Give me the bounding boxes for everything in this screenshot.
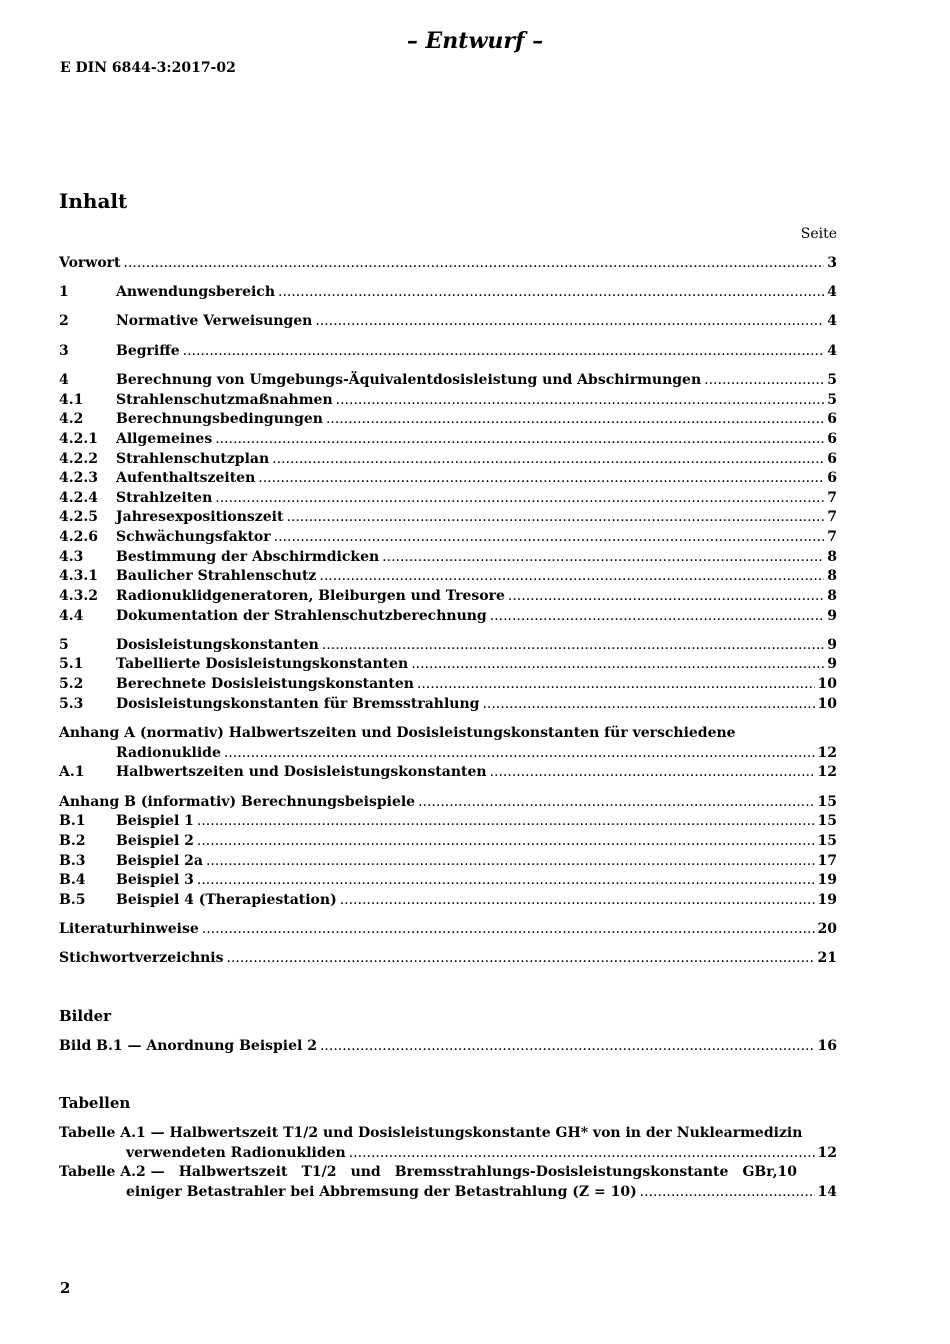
toc-entry-title: Anhang B (informativ) Berechnungsbeispiele	[59, 794, 416, 810]
tables-heading: Tabellen	[59, 1094, 131, 1112]
toc-entry-4-1[interactable]	[59, 390, 837, 410]
toc-entry-page: 6	[827, 451, 837, 467]
toc-entry-page: 21	[817, 950, 837, 966]
table-entry-title-part: GBr,10	[742, 1164, 797, 1180]
toc-entry-a-1[interactable]	[59, 762, 837, 782]
toc-entry-page: 15	[817, 813, 837, 829]
toc-entry-4-2[interactable]	[59, 409, 837, 429]
table-entry-a-1[interactable]: Tabelle A.1 — Halbwertszeit T1/2 und Dosisleistungskonstante GH* von in der Nuklearmedizin	[59, 1125, 803, 1141]
table-entry-title-part: T1/2	[301, 1164, 337, 1180]
toc-entry-page: 15	[817, 833, 837, 849]
toc-entry-page: 5	[827, 372, 837, 388]
toc-entry-title: Baulicher Strahlenschutz	[116, 568, 317, 584]
toc-entry-number: 5.1	[59, 656, 84, 672]
figure-entry-title: Bild B.1 — Anordnung Beispiel 2	[59, 1038, 317, 1054]
toc-entry-b-4[interactable]	[59, 870, 837, 890]
toc-entry-title: Beispiel 4 (Therapiestation)	[116, 892, 337, 908]
table-entry-title-part: Tabelle A.2 —	[59, 1164, 165, 1180]
toc-entry-3[interactable]	[59, 341, 837, 361]
toc-entry-5[interactable]	[59, 635, 837, 655]
toc-entry-title: Anwendungsbereich	[116, 284, 275, 300]
toc-entry-title: Strahlenschutzmaßnahmen	[116, 392, 333, 408]
toc-entry-vorwort[interactable]	[59, 253, 837, 273]
toc-entry-title: Tabellierte Dosisleistungskonstanten	[116, 656, 409, 672]
toc-entry-page: 8	[827, 588, 837, 604]
toc-entry-number: B.4	[59, 872, 86, 888]
toc-entry-5-3[interactable]	[59, 694, 837, 714]
toc-entry-page: 4	[827, 313, 837, 329]
toc-entry-number: 4.2.5	[59, 509, 98, 525]
toc-entry-b-3[interactable]	[59, 851, 837, 871]
toc-entry-page: 9	[827, 637, 837, 653]
toc-entry-title: Bestimmung der Abschirmdicken	[116, 549, 380, 565]
toc-entry-number: B.1	[59, 813, 86, 829]
toc-entry-page: 6	[827, 470, 837, 486]
toc-entry-page: 8	[827, 549, 837, 565]
toc-entry-page: 19	[817, 872, 837, 888]
toc-entry-page: 7	[827, 490, 837, 506]
figures-heading: Bilder	[59, 1007, 112, 1025]
toc-entry-number: 4.2.4	[59, 490, 98, 506]
page-column-label: Seite	[800, 226, 837, 242]
table-entry-title-part: Bremsstrahlungs-Dosisleistungskonstante	[394, 1164, 729, 1180]
toc-entry-title: Dosisleistungskonstanten	[116, 637, 319, 653]
toc-entry-title: Radionuklidgeneratoren, Bleiburgen und Tresore	[116, 588, 505, 604]
toc-entry-number: 3	[59, 343, 69, 359]
table-entry-title-part: und	[350, 1164, 381, 1180]
toc-entry-number: 4.2	[59, 411, 84, 427]
toc-entry-title: Schwächungsfaktor	[116, 529, 271, 545]
toc-entry-1[interactable]	[59, 282, 837, 302]
toc-entry-number: B.2	[59, 833, 86, 849]
table-entry-a-1-cont[interactable]	[126, 1143, 837, 1163]
toc-entry-title: Jahresexpositionszeit	[116, 509, 284, 525]
page-number: 2	[60, 1279, 71, 1297]
toc-entry-4-3[interactable]	[59, 547, 837, 567]
toc-entry-title: Allgemeines	[116, 431, 213, 447]
toc-entry-title: Beispiel 1	[116, 813, 194, 829]
toc-entry-page: 4	[827, 284, 837, 300]
toc-entry-title: Halbwertszeiten und Dosisleistungskonstanten	[116, 764, 487, 780]
toc-entry-b-5[interactable]	[59, 890, 837, 910]
toc-heading: Inhalt	[59, 189, 128, 213]
toc-entry-stichwort[interactable]	[59, 948, 837, 968]
toc-entry-number: 4.2.2	[59, 451, 98, 467]
toc-entry-number: 5.2	[59, 676, 84, 692]
toc-entry-title: Strahlzeiten	[116, 490, 213, 506]
toc-entry-title: Berechnungsbedingungen	[116, 411, 323, 427]
toc-entry-anhang-a[interactable]: Anhang A (normativ) Halbwertszeiten und Dosisleistungskonstanten für verschiedene	[59, 725, 736, 741]
toc-entry-title: Dokumentation der Strahlenschutzberechnung	[116, 608, 487, 624]
table-entry-a-2-cont[interactable]	[126, 1182, 837, 1202]
toc-entry-number: 4.2.1	[59, 431, 98, 447]
document-id: E DIN 6844-3:2017-02	[60, 60, 236, 76]
toc-entry-page: 10	[817, 676, 837, 692]
toc-entry-number: 4.3.2	[59, 588, 98, 604]
toc-entry-b-2[interactable]	[59, 831, 837, 851]
toc-entry-number: 4.3.1	[59, 568, 98, 584]
toc-entry-number: 4	[59, 372, 69, 388]
toc-entry-page: 5	[827, 392, 837, 408]
toc-entry-literatur[interactable]	[59, 919, 837, 939]
toc-entry-title: Vorwort	[59, 255, 121, 271]
toc-entry-b-1[interactable]	[59, 811, 837, 831]
toc-entry-4-2-3[interactable]	[59, 468, 837, 488]
toc-entry-page: 9	[827, 656, 837, 672]
toc-entry-title: Beispiel 2a	[116, 853, 203, 869]
toc-entry-page: 4	[827, 343, 837, 359]
toc-entry-page: 9	[827, 608, 837, 624]
toc-entry-page: 7	[827, 509, 837, 525]
figure-entry-b-1[interactable]	[59, 1036, 837, 1056]
toc-entry-title: Normative Verweisungen	[116, 313, 313, 329]
toc-entry-page: 17	[817, 853, 837, 869]
toc-entry-4-3-2[interactable]	[59, 586, 837, 606]
table-entry-title: einiger Betastrahler bei Abbremsung der Betastrahlung (Z = 10)	[126, 1184, 637, 1200]
toc-entry-number: 5	[59, 637, 69, 653]
toc-entry-number: 4.2.3	[59, 470, 98, 486]
toc-entry-4-2-4[interactable]	[59, 488, 837, 508]
toc-entry-title: Strahlenschutzplan	[116, 451, 270, 467]
toc-entry-title: Begriffe	[116, 343, 180, 359]
toc-entry-5-2[interactable]	[59, 674, 837, 694]
toc-entry-title: Beispiel 2	[116, 833, 194, 849]
toc-entry-4-2-5[interactable]	[59, 507, 837, 527]
toc-entry-4-4[interactable]	[59, 606, 837, 626]
figure-entry-page: 16	[817, 1038, 837, 1054]
toc-entry-page: 10	[817, 696, 837, 712]
toc-entry-4-3-1[interactable]	[59, 566, 837, 586]
toc-entry-title: Stichwortverzeichnis	[59, 950, 224, 966]
toc-entry-number: 1	[59, 284, 69, 300]
table-entry-title-part: Halbwertszeit	[178, 1164, 288, 1180]
toc-entry-page: 8	[827, 568, 837, 584]
table-entry-page: 14	[817, 1184, 837, 1200]
toc-entry-title: Berechnete Dosisleistungskonstanten	[116, 676, 414, 692]
toc-entry-title: Berechnung von Umgebungs-Äquivalentdosisleistung und Abschirmungen	[116, 372, 702, 388]
toc-entry-title: Dosisleistungskonstanten für Bremsstrahlung	[116, 696, 480, 712]
toc-entry-number: 4.4	[59, 608, 84, 624]
table-entry-title: verwendeten Radionukliden	[126, 1145, 346, 1161]
toc-entry-title: Literaturhinweise	[59, 921, 199, 937]
toc-entry-page: 3	[827, 255, 837, 271]
toc-entry-number: 5.3	[59, 696, 84, 712]
toc-entry-number: 2	[59, 313, 69, 329]
toc-entry-number: 4.1	[59, 392, 84, 408]
toc-entry-number: 4.2.6	[59, 529, 98, 545]
toc-entry-page: 12	[817, 745, 837, 761]
toc-entry-page: 19	[817, 892, 837, 908]
toc-entry-number: A.1	[59, 764, 85, 780]
toc-entry-4[interactable]	[59, 370, 837, 390]
toc-entry-anhang-a-cont[interactable]	[116, 743, 837, 763]
toc-entry-4-2-2[interactable]	[59, 449, 837, 469]
toc-entry-page: 6	[827, 411, 837, 427]
toc-entry-page: 20	[817, 921, 837, 937]
toc-entry-page: 12	[817, 764, 837, 780]
toc-entry-page: 15	[817, 794, 837, 810]
toc-entry-page: 6	[827, 431, 837, 447]
toc-entry-number: B.3	[59, 853, 86, 869]
toc-entry-page: 7	[827, 529, 837, 545]
table-entry-a-2[interactable]	[59, 1162, 797, 1182]
toc-entry-number: 4.3	[59, 549, 84, 565]
draft-label: – Entwurf –	[406, 28, 544, 54]
toc-entry-number: B.5	[59, 892, 86, 908]
toc-entry-title: Beispiel 3	[116, 872, 194, 888]
toc-entry-title: Aufenthaltszeiten	[116, 470, 256, 486]
toc-entry-4-2-1[interactable]	[59, 429, 837, 449]
toc-entry-2[interactable]	[59, 311, 837, 331]
toc-entry-4-2-6[interactable]	[59, 527, 837, 547]
toc-entry-5-1[interactable]	[59, 654, 837, 674]
toc-entry-anhang-b[interactable]	[59, 792, 837, 812]
table-entry-page: 12	[817, 1145, 837, 1161]
toc-entry-title: Radionuklide	[116, 745, 221, 761]
